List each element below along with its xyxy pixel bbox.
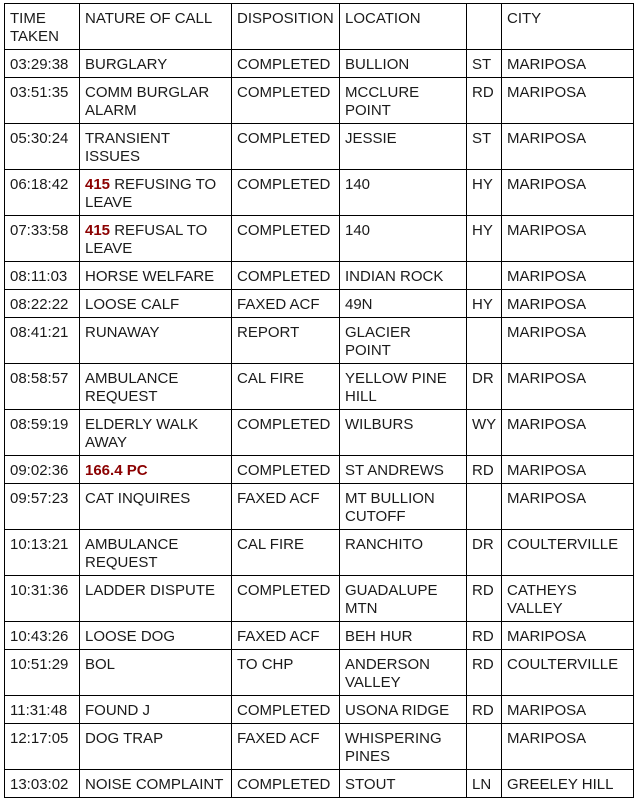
- time-taken-cell: 11:31:48: [5, 696, 80, 724]
- time-taken-cell: 10:43:26: [5, 622, 80, 650]
- penal-code-badge: 415: [85, 222, 111, 239]
- city-cell: MARIPOSA: [502, 124, 634, 170]
- nature-of-call-cell: LOOSE DOG: [80, 622, 232, 650]
- header-nature-of-call: NATURE OF CALL: [80, 4, 232, 50]
- location-cell: USONA RIDGE: [340, 696, 467, 724]
- table-row: [5, 262, 634, 290]
- disposition-cell: FAXED ACF: [232, 290, 340, 318]
- location-cell: WHISPERING PINES: [340, 724, 467, 770]
- table-row: [5, 622, 634, 650]
- table-row: [5, 770, 634, 798]
- city-cell: MARIPOSA: [502, 364, 634, 410]
- street-suffix-cell: RD: [467, 78, 502, 124]
- city-cell: CATHEYS VALLEY: [502, 576, 634, 622]
- location-cell: JESSIE: [340, 124, 467, 170]
- nature-of-call-cell: ELDERLY WALK AWAY: [80, 410, 232, 456]
- disposition-cell: COMPLETED: [232, 262, 340, 290]
- time-taken-cell: 08:11:03: [5, 262, 80, 290]
- table-row: [5, 410, 634, 456]
- street-suffix-cell: HY: [467, 170, 502, 216]
- city-cell: MARIPOSA: [502, 724, 634, 770]
- table-row: [5, 78, 634, 124]
- time-taken-cell: 06:18:42: [5, 170, 80, 216]
- nature-of-call-cell: BOL: [80, 650, 232, 696]
- time-taken-cell: 13:03:02: [5, 770, 80, 798]
- disposition-cell: FAXED ACF: [232, 724, 340, 770]
- time-taken-cell: 03:29:38: [5, 50, 80, 78]
- header-time-taken: TIME TAKEN: [5, 4, 80, 50]
- time-taken-cell: 08:59:19: [5, 410, 80, 456]
- disposition-cell: REPORT: [232, 318, 340, 364]
- location-cell: BEH HUR: [340, 622, 467, 650]
- location-cell: ST ANDREWS: [340, 456, 467, 484]
- nature-of-call-cell: HORSE WELFARE: [80, 262, 232, 290]
- time-taken-cell: 10:51:29: [5, 650, 80, 696]
- table-row: [5, 484, 634, 530]
- penal-code-badge: 166.4 PC: [85, 462, 148, 479]
- table-row: [5, 724, 634, 770]
- city-cell: MARIPOSA: [502, 456, 634, 484]
- city-cell: MARIPOSA: [502, 290, 634, 318]
- disposition-cell: CAL FIRE: [232, 364, 340, 410]
- location-cell: 49N: [340, 290, 467, 318]
- header-row: [5, 4, 634, 50]
- city-cell: MARIPOSA: [502, 262, 634, 290]
- city-cell: COULTERVILLE: [502, 650, 634, 696]
- location-cell: BULLION: [340, 50, 467, 78]
- nature-of-call-cell: AMBULANCE REQUEST: [80, 364, 232, 410]
- disposition-cell: COMPLETED: [232, 576, 340, 622]
- table-row: [5, 696, 634, 724]
- nature-of-call-cell: [80, 456, 232, 484]
- city-cell: MARIPOSA: [502, 622, 634, 650]
- call-log-table: [4, 3, 634, 798]
- table-row: [5, 124, 634, 170]
- city-cell: MARIPOSA: [502, 50, 634, 78]
- location-cell: INDIAN ROCK: [340, 262, 467, 290]
- city-cell: MARIPOSA: [502, 216, 634, 262]
- table-row: [5, 456, 634, 484]
- nature-of-call-cell: 415 REFUSAL TO LEAVE: [80, 216, 232, 262]
- street-suffix-cell: DR: [467, 364, 502, 410]
- disposition-cell: COMPLETED: [232, 50, 340, 78]
- time-taken-cell: 12:17:05: [5, 724, 80, 770]
- header-disposition: DISPOSITION: [232, 4, 340, 50]
- street-suffix-cell: RD: [467, 622, 502, 650]
- disposition-cell: TO CHP: [232, 650, 340, 696]
- nature-of-call-cell: NOISE COMPLAINT: [80, 770, 232, 798]
- disposition-cell: COMPLETED: [232, 770, 340, 798]
- street-suffix-cell: [467, 262, 502, 290]
- city-cell: GREELEY HILL: [502, 770, 634, 798]
- city-cell: MARIPOSA: [502, 410, 634, 456]
- time-taken-cell: 08:58:57: [5, 364, 80, 410]
- location-cell: STOUT: [340, 770, 467, 798]
- disposition-cell: COMPLETED: [232, 456, 340, 484]
- city-cell: MARIPOSA: [502, 318, 634, 364]
- disposition-cell: COMPLETED: [232, 410, 340, 456]
- table-row: [5, 650, 634, 696]
- disposition-cell: COMPLETED: [232, 78, 340, 124]
- nature-of-call-cell: LADDER DISPUTE: [80, 576, 232, 622]
- disposition-cell: FAXED ACF: [232, 484, 340, 530]
- nature-of-call-cell: FOUND J: [80, 696, 232, 724]
- street-suffix-cell: HY: [467, 290, 502, 318]
- location-cell: YELLOW PINE HILL: [340, 364, 467, 410]
- location-cell: WILBURS: [340, 410, 467, 456]
- location-cell: 140: [340, 216, 467, 262]
- nature-of-call-cell: 415 REFUSING TO LEAVE: [80, 170, 232, 216]
- nature-of-call-cell: LOOSE CALF: [80, 290, 232, 318]
- header-street-suffix: [467, 4, 502, 50]
- location-cell: GUADALUPE MTN: [340, 576, 467, 622]
- street-suffix-cell: DR: [467, 530, 502, 576]
- street-suffix-cell: RD: [467, 650, 502, 696]
- street-suffix-cell: [467, 484, 502, 530]
- table-row: [5, 530, 634, 576]
- table-row: [5, 170, 634, 216]
- location-cell: MCCLURE POINT: [340, 78, 467, 124]
- time-taken-cell: 07:33:58: [5, 216, 80, 262]
- location-cell: 140: [340, 170, 467, 216]
- disposition-cell: FAXED ACF: [232, 622, 340, 650]
- street-suffix-cell: WY: [467, 410, 502, 456]
- table-row: [5, 576, 634, 622]
- disposition-cell: CAL FIRE: [232, 530, 340, 576]
- time-taken-cell: 08:41:21: [5, 318, 80, 364]
- nature-of-call-cell: DOG TRAP: [80, 724, 232, 770]
- disposition-cell: COMPLETED: [232, 216, 340, 262]
- city-cell: COULTERVILLE: [502, 530, 634, 576]
- street-suffix-cell: RD: [467, 696, 502, 724]
- nature-of-call-cell: BURGLARY: [80, 50, 232, 78]
- header-location: LOCATION: [340, 4, 467, 50]
- nature-of-call-cell: RUNAWAY: [80, 318, 232, 364]
- table-row: [5, 290, 634, 318]
- table-row: [5, 216, 634, 262]
- disposition-cell: COMPLETED: [232, 124, 340, 170]
- street-suffix-cell: RD: [467, 456, 502, 484]
- time-taken-cell: 10:13:21: [5, 530, 80, 576]
- disposition-cell: COMPLETED: [232, 170, 340, 216]
- time-taken-cell: 09:02:36: [5, 456, 80, 484]
- time-taken-cell: 10:31:36: [5, 576, 80, 622]
- street-suffix-cell: LN: [467, 770, 502, 798]
- time-taken-cell: 05:30:24: [5, 124, 80, 170]
- city-cell: MARIPOSA: [502, 170, 634, 216]
- city-cell: MARIPOSA: [502, 484, 634, 530]
- city-cell: MARIPOSA: [502, 78, 634, 124]
- table-row: [5, 364, 634, 410]
- disposition-cell: COMPLETED: [232, 696, 340, 724]
- street-suffix-cell: [467, 724, 502, 770]
- street-suffix-cell: [467, 318, 502, 364]
- street-suffix-cell: HY: [467, 216, 502, 262]
- table-row: [5, 318, 634, 364]
- city-cell: MARIPOSA: [502, 696, 634, 724]
- time-taken-cell: 09:57:23: [5, 484, 80, 530]
- time-taken-cell: 03:51:35: [5, 78, 80, 124]
- nature-of-call-cell: AMBULANCE REQUEST: [80, 530, 232, 576]
- nature-of-call-cell: COMM BURGLAR ALARM: [80, 78, 232, 124]
- nature-of-call-cell: TRANSIENT ISSUES: [80, 124, 232, 170]
- street-suffix-cell: ST: [467, 124, 502, 170]
- header-city: CITY: [502, 4, 634, 50]
- time-taken-cell: 08:22:22: [5, 290, 80, 318]
- location-cell: ANDERSON VALLEY: [340, 650, 467, 696]
- table-row: [5, 50, 634, 78]
- street-suffix-cell: ST: [467, 50, 502, 78]
- penal-code-badge: 415: [85, 176, 111, 193]
- nature-of-call-cell: CAT INQUIRES: [80, 484, 232, 530]
- location-cell: RANCHITO: [340, 530, 467, 576]
- location-cell: GLACIER POINT: [340, 318, 467, 364]
- location-cell: MT BULLION CUTOFF: [340, 484, 467, 530]
- street-suffix-cell: RD: [467, 576, 502, 622]
